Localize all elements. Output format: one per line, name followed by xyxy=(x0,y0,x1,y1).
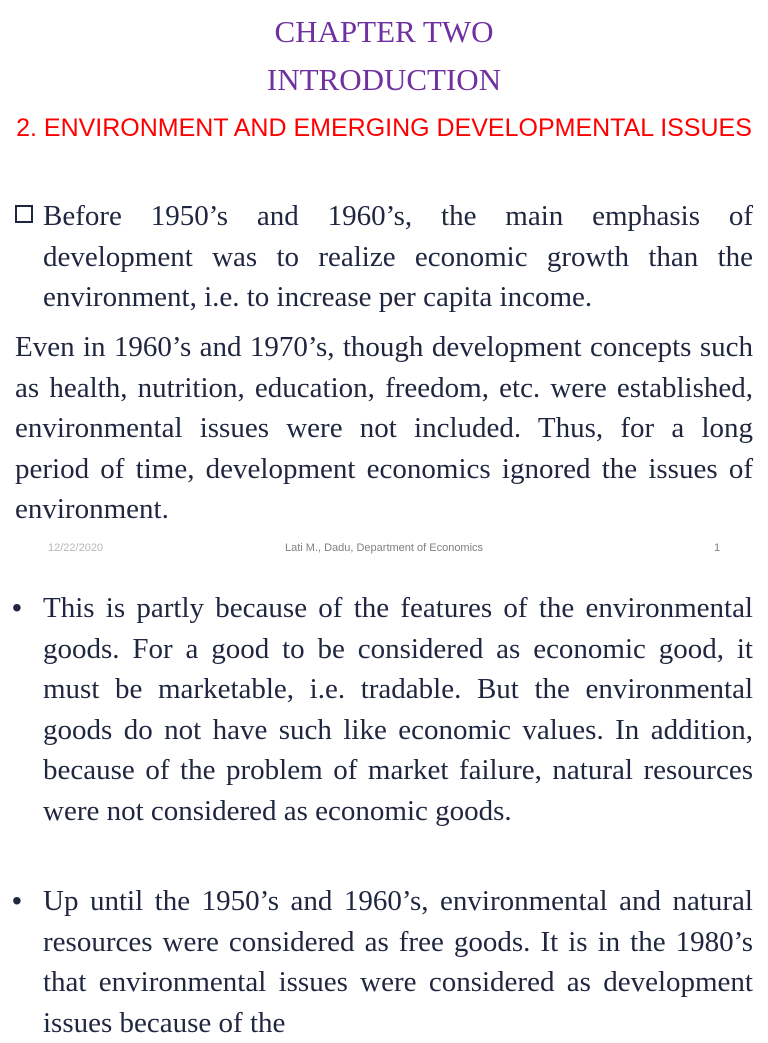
bullet-paragraph-1: This is partly because of the features of the environmental goods. For a good to be considered as economic good, it must be marketable, i.e. tradable. But the environmental goods do not have such like economic values. In addition, because of the problem of market failure, natural resources were not considered as economic goods. xyxy=(43,592,753,827)
slide-subtitle: 2. ENVIRONMENT AND EMERGING DEVELOPMENTAL ISSUES xyxy=(16,114,752,142)
footer-page-number: 1 xyxy=(714,542,721,554)
bullet-dot-icon: • xyxy=(12,592,22,623)
checkbox-bullet-icon xyxy=(15,205,33,223)
bullet-dot-icon: • xyxy=(12,885,22,916)
chapter-title: CHAPTER TWO xyxy=(274,14,494,49)
bullet-paragraph-2: Up until the 1950’s and 1960’s, environmental and natural resources were considered as free goods. It is in the 1980’s that environmental issues were considered as development issues because of the xyxy=(43,885,753,1039)
footer-date: 12/22/2020 xyxy=(48,542,104,554)
paragraph-2: Even in 1960’s and 1970’s, though development concepts such as health, nutrition, education, freedom, etc. were established, environmental issues were not included. Thus, for a long period of time, development economics ignored the issues of environment. xyxy=(15,331,753,525)
section-title: INTRODUCTION xyxy=(266,62,502,97)
paragraph-1: Before 1950’s and 1960’s, the main emphasis of development was to realize economic growth than the environment, i.e. to increase per capita income. xyxy=(43,200,753,313)
footer-author: Lati M., Dadu, Department of Economics xyxy=(284,542,484,554)
